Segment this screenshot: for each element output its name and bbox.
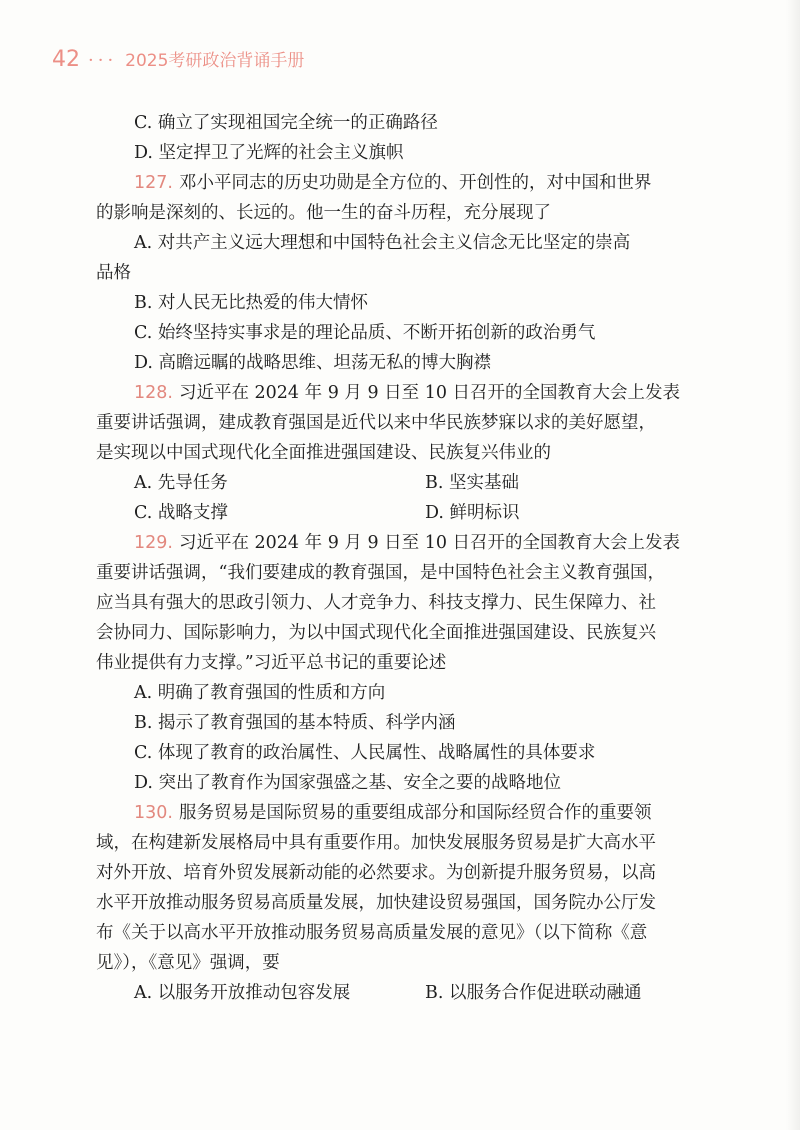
q128-option-b: B. 坚实基础 [425,473,519,493]
q129-stem-line-5: 伟业提供有力支撑。”习近平总书记的重要论述 [96,653,447,673]
q128-stem-line-3: 是实现以中国式现代化全面推进强国建设、民族复兴伟业的 [96,443,551,463]
q130-stem-line-3: 对外开放、培育外贸发展新动能的必然要求。为创新提升服务贸易，以高 [96,863,656,883]
q129-option-b: B. 揭示了教育强国的基本特质、科学内涵 [134,713,456,733]
q129-stem-line-3: 应当具有强大的思政引领力、人才竞争力、科技支撑力、民生保障力、社 [96,593,656,613]
q128-options-row-2 [96,498,716,528]
page-number: 42 [52,47,80,72]
q130-option-b: B. 以服务合作促进联动融通 [425,983,642,1003]
q127-option-d: D. 高瞻远瞩的战略思维、坦荡无私的博大胸襟 [134,353,492,373]
q130-stem-line-5: 布《关于以高水平开放推动服务贸易高质量发展的意见》（以下简称《意 [96,923,648,943]
q128-number: 128. [134,383,173,403]
q130-stem-line-4: 水平开放推动服务贸易高质量发展，加快建设贸易强国，国务院办公厅发 [96,893,656,913]
q126-option-d: D. 坚定捍卫了光辉的社会主义旗帜 [134,143,404,163]
q127-option-a: A. 对共产主义远大理想和中国特色社会主义信念无比坚定的崇高 [134,233,631,253]
q127-option-c: C. 始终坚持实事求是的理论品质、不断开拓创新的政治勇气 [134,323,596,343]
q127-number: 127. [134,173,173,193]
q128-stem-line-2: 重要讲话强调，建成教育强国是近代以来中华民族梦寐以求的美好愿望， [96,413,656,433]
q130-stem-line-6: 见》），《意见》强调，要 [96,953,280,973]
q127-option-b: B. 对人民无比热爱的伟大情怀 [134,293,368,313]
q128-options-row-1 [96,468,716,498]
q130-options-row-1 [96,978,716,1008]
q129-stem-line-1: 129. 习近平在 2024 年 9 月 9 日至 10 日召开的全国教育大会上发表 [134,533,681,553]
q129-option-d: D. 突出了教育作为国家强盛之基、安全之要的战略地位 [134,773,562,793]
q127-stem-line-1: 127. 邓小平同志的历史功勋是全方位的、开创性的，对中国和世界 [134,173,652,193]
q128-option-d: D. 鲜明标识 [425,503,520,523]
q129-option-a: A. 明确了教育强国的性质和方向 [134,683,386,703]
q130-stem-line-2: 域，在构建新发展格局中具有重要作用。加快发展服务贸易是扩大高水平 [96,833,656,853]
q128-stem-line-1: 128. 习近平在 2024 年 9 月 9 日至 10 日召开的全国教育大会上发表 [134,383,681,403]
page-content [96,108,716,1008]
book-title: 2025考研政治背诵手册 [125,51,305,71]
q128-option-a: A. 先导任务 [134,473,228,493]
q126-option-c: C. 确立了实现祖国完全统一的正确路径 [134,113,438,133]
q127-option-a-cont: 品格 [96,263,131,283]
page-edge-shadow [786,0,800,1130]
q130-option-a: A. 以服务开放推动包容发展 [134,983,351,1003]
q130-number: 130. [134,803,173,823]
q127-stem-line-2: 的影响是深刻的、长远的。他一生的奋斗历程，充分展现了 [96,203,551,223]
q130-stem-line-1: 130. 服务贸易是国际贸易的重要组成部分和国际经贸合作的重要领 [134,803,652,823]
q129-option-c: C. 体现了教育的政治属性、人民属性、战略属性的具体要求 [134,743,596,763]
header-dots: ··· [88,50,118,71]
q128-option-c: C. 战略支撑 [134,503,228,523]
q129-stem-line-2: 重要讲话强调，“我们要建成的教育强国，是中国特色社会主义教育强国， [96,563,665,583]
page-header [52,46,304,76]
q129-number: 129. [134,533,173,553]
q129-stem-line-4: 会协同力、国际影响力，为以中国式现代化全面推进强国建设、民族复兴 [96,623,656,643]
